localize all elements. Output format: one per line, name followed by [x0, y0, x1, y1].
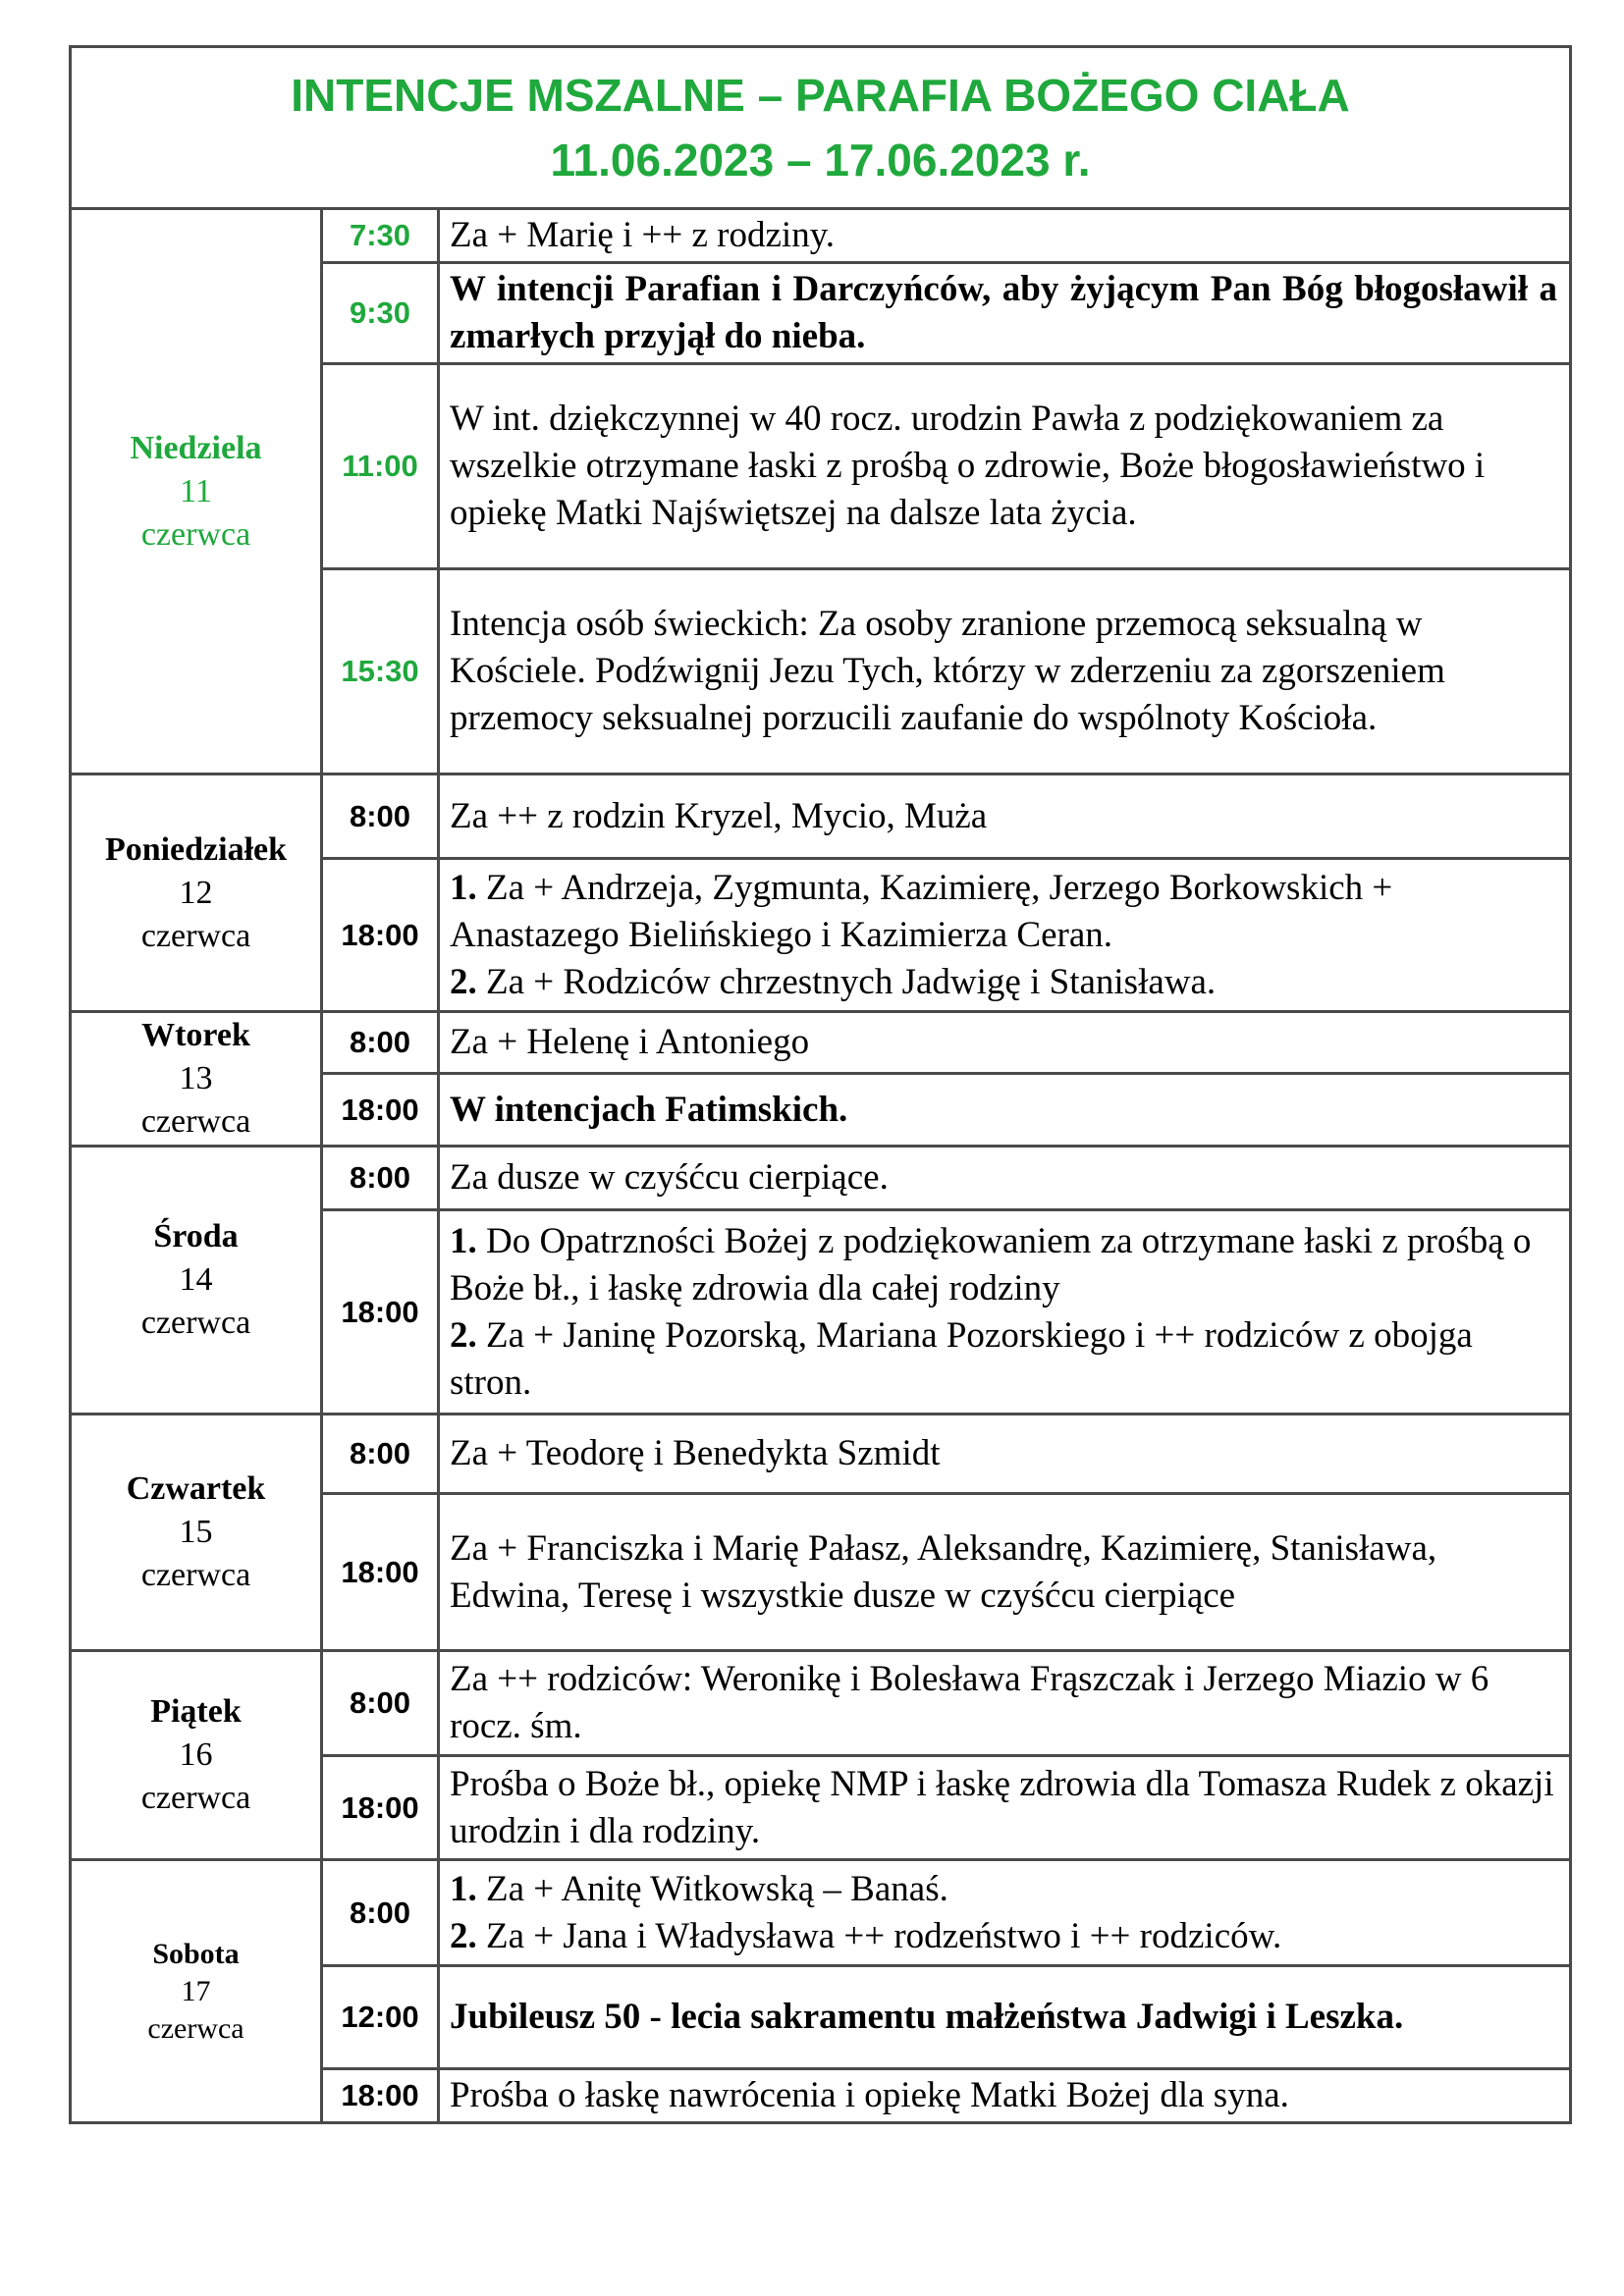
intention-text: Za + Rodziców chrzestnych Jadwigę i Stanisława.: [476, 961, 1217, 1002]
intention-item: [450, 1218, 1557, 1312]
title-line-1: INTENCJE MSZALNE – PARAFIA BOŻEGO CIAŁA: [291, 70, 1350, 121]
mass-intentions-table: [69, 45, 1572, 2124]
intention-item: [450, 1312, 1557, 1407]
title-row: [71, 47, 1571, 209]
mass-intention: [439, 1415, 1571, 1494]
intention-text: Jubileusz 50 - lecia sakramentu małżeństwa Jadwigi i Leszka.: [450, 1997, 1404, 2037]
day-name: Poniedziałek: [104, 830, 288, 868]
item-number: 1.: [450, 867, 477, 908]
intention-text: Intencja osób świeckich: Za osoby zranione przemocą seksualną w Kościele. Podźwignij Jezu Tych, którzy w zderzeniu za zgorszeniem przemocy seksualnej porzucili zaufanie do wspólnoty Kościoła.: [450, 604, 1445, 738]
intention-text: Za + Anitę Witkowską – Banaś.: [476, 1868, 948, 1909]
intention-text: W int. dziękczynnej w 40 rocz. urodzin Pawła z podziękowaniem za wszelkie otrzymane łaski z prośbą o zdrowie, Boże błogosławieństwo i opiekę Matki Najświętszej na dalsze lata życia.: [450, 399, 1486, 533]
mass-time: 18:00: [322, 1494, 439, 1651]
intention-text: Do Opatrzności Bożej z podziękowaniem za otrzymane łaski z prośbą o Boże bł., i łaskę zdrowia dla całej rodziny: [450, 1220, 1532, 1308]
day-month: czerwca: [140, 1103, 251, 1140]
mass-intention: [439, 1756, 1571, 1860]
day-name: Sobota: [152, 1937, 240, 1970]
day-month: czerwca: [140, 1305, 251, 1341]
intention-item: [450, 1913, 1557, 1960]
mass-row: [71, 1651, 1571, 1756]
mass-time: 8:00: [322, 774, 439, 859]
day-cell-sunday: [71, 209, 322, 774]
day-cell-thursday: [71, 1415, 322, 1651]
item-number: 1.: [450, 1868, 477, 1909]
mass-intention: [439, 1651, 1571, 1756]
mass-intention: [439, 1147, 1571, 1210]
mass-time: 7:30: [322, 209, 439, 263]
mass-intention: [439, 263, 1571, 364]
day-month: czerwca: [147, 2011, 244, 2045]
intention-text: Za + Franciszka i Marię Pałasz, Aleksandrę, Kazimierę, Stanisława, Edwina, Teresę i wszystkie dusze w czyśćcu cierpiące: [450, 1527, 1437, 1616]
intention-text: Za + Janinę Pozorską, Mariana Pozorskiego i ++ rodziców z obojga stron.: [450, 1314, 1473, 1403]
day-month: czerwca: [140, 1780, 251, 1816]
mass-intention: [439, 364, 1571, 569]
intention-text: Prośba o łaskę nawrócenia i opiekę Matki Bożej dla syna.: [450, 2075, 1289, 2115]
mass-row: [71, 209, 1571, 263]
mass-time: 15:30: [322, 569, 439, 774]
mass-time: 18:00: [322, 1074, 439, 1147]
page-title: [71, 47, 1571, 209]
day-number: 13: [179, 1060, 213, 1096]
mass-time: 18:00: [322, 1210, 439, 1415]
mass-row: [71, 774, 1571, 859]
item-number: 2.: [450, 1314, 477, 1356]
day-cell-wednesday: [71, 1147, 322, 1415]
intention-text: Za ++ rodziców: Weronikę i Bolesława Frąszczak i Jerzego Miazio w 6 rocz. śm.: [450, 1659, 1489, 1746]
mass-intention: [439, 774, 1571, 859]
mass-time: 8:00: [322, 1415, 439, 1494]
intention-text: Za + Jana i Władysława ++ rodzeństwo i ++ rodziców.: [476, 1915, 1282, 1956]
intention-text: W intencji Parafian i Darczyńców, aby żyjącym Pan Bóg błogosławił a zmarłych przyjął do nieba.: [450, 269, 1558, 356]
day-number: 11: [180, 472, 212, 509]
day-month: czerwca: [140, 917, 251, 954]
day-number: 12: [179, 874, 213, 911]
mass-time: 8:00: [322, 1860, 439, 1966]
mass-intention: [439, 209, 1571, 263]
intention-item: [450, 959, 1557, 1006]
mass-intention: [439, 569, 1571, 774]
day-number: 15: [179, 1514, 213, 1550]
mass-row: [71, 1147, 1571, 1210]
day-cell-monday: [71, 774, 322, 1012]
mass-row: [71, 1860, 1571, 1966]
mass-intention: [439, 1012, 1571, 1074]
day-number: 16: [179, 1736, 213, 1773]
intention-text: W intencjach Fatimskich.: [450, 1089, 848, 1130]
day-number: 17: [181, 1974, 211, 2007]
day-cell-saturday: [71, 1860, 322, 2123]
item-number: 2.: [450, 1915, 477, 1956]
intention-text: Za + Teodorę i Benedykta Szmidt: [450, 1433, 941, 1473]
mass-intention: [439, 2069, 1571, 2123]
day-cell-tuesday: [71, 1012, 322, 1147]
mass-row: [71, 1415, 1571, 1494]
day-name: Wtorek: [141, 1017, 250, 1053]
intention-text: Za + Helenę i Antoniego: [450, 1022, 810, 1062]
mass-row: [71, 1012, 1571, 1074]
intention-item: [450, 1866, 1557, 1913]
day-month: czerwca: [140, 1557, 251, 1593]
mass-time: 12:00: [322, 1966, 439, 2069]
mass-time: 18:00: [322, 1756, 439, 1860]
intention-text: Za + Andrzeja, Zygmunta, Kazimierę, Jerzego Borkowskich + Anastazego Bielińskiego i Kazimierza Ceran.: [450, 867, 1393, 955]
mass-time: 9:30: [322, 263, 439, 364]
mass-time: 8:00: [322, 1147, 439, 1210]
mass-time: 18:00: [322, 2069, 439, 2123]
day-number: 14: [179, 1261, 213, 1298]
mass-intention: [439, 859, 1571, 1012]
day-name: Czwartek: [126, 1470, 266, 1507]
mass-intention: [439, 1966, 1571, 2069]
day-name: Niedziela: [130, 429, 262, 466]
intention-text: Za ++ z rodzin Kryzel, Mycio, Muża: [450, 795, 988, 836]
day-month: czerwca: [140, 515, 251, 553]
mass-intention: [439, 1494, 1571, 1651]
intention-text: Za + Marię i ++ z rodziny.: [450, 215, 836, 255]
day-cell-friday: [71, 1651, 322, 1860]
mass-time: 18:00: [322, 859, 439, 1012]
mass-time: 8:00: [322, 1651, 439, 1756]
item-number: 1.: [450, 1220, 477, 1261]
mass-intention: [439, 1074, 1571, 1147]
intention-text: Za dusze w czyśćcu cierpiące.: [450, 1157, 889, 1198]
day-name: Piątek: [150, 1693, 242, 1730]
mass-time: 8:00: [322, 1012, 439, 1074]
title-line-2: 11.06.2023 – 17.06.2023 r.: [550, 134, 1091, 186]
item-number: 2.: [450, 961, 477, 1002]
mass-intention: [439, 1210, 1571, 1415]
mass-time: 11:00: [322, 364, 439, 569]
intention-text: Prośba o Boże bł., opiekę NMP i łaskę zdrowia dla Tomasza Rudek z okazji urodzin i dla rodziny.: [450, 1763, 1554, 1851]
intention-item: [450, 865, 1557, 959]
mass-intention: [439, 1860, 1571, 1966]
day-name: Środa: [153, 1218, 239, 1255]
intentions-sheet: [69, 45, 1569, 2124]
